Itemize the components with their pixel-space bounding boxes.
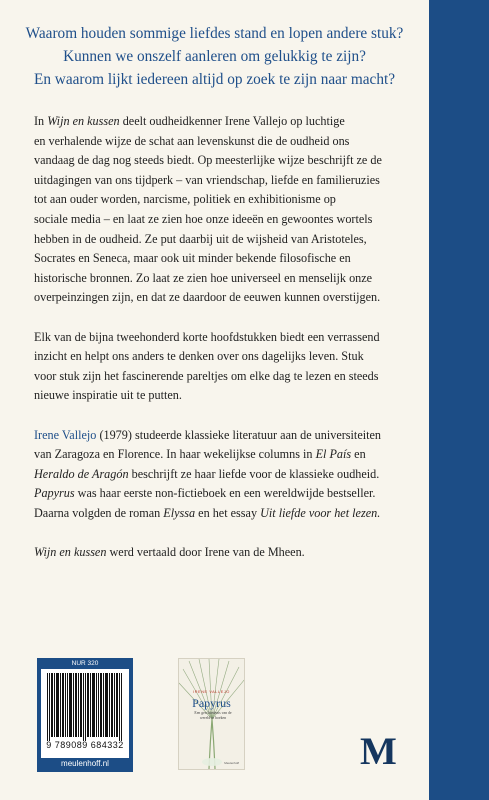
question-1: Waarom houden sommige liefdes stand en lopen andere stuk? bbox=[25, 25, 404, 42]
book-title-italic: Wijn en kussen bbox=[47, 114, 120, 128]
author-name: Irene Vallejo bbox=[34, 427, 97, 442]
question-2: Kunnen we onszelf aanleren om gelukkig te zijn? bbox=[63, 48, 366, 65]
paragraph-author-bio: Irene Vallejo (1979) studeerde klassieke literatuur aan de universiteiten van Zaragoza en Florence. In haar wekelijkse columns in El País en Heraldo de Aragón beschrijft ze haar liefde voor de klassieke oudheid. Papyrus was haar eerste non-fictieboek en een wereldwijde bestseller. Daarna volgden de roman Elyssa en het essay Uit liefde voor het lezen. bbox=[34, 427, 381, 520]
nur-code: NUR 320 bbox=[71, 660, 99, 667]
mini-cover-title: Papyrus bbox=[192, 696, 231, 710]
barcode-icon bbox=[47, 673, 123, 741]
isbn-number: 9 789089 684332 bbox=[46, 740, 124, 750]
spine-edge bbox=[429, 0, 489, 800]
question-3: En waarom lijkt iedereen altijd op zoek te zijn naar macht? bbox=[33, 71, 396, 88]
tagline-questions bbox=[0, 22, 429, 91]
mini-cover-subtitle: Een geschiedenis van de wereld in boeken bbox=[194, 711, 232, 720]
paragraph-chapters: Elk van de bijna tweehonderd korte hoofdstukken biedt een verrassend inzicht en helpt ons anders te denken over ons dagelijks leven. Stuk voor stuk zijn het fascinerende pareltjes om elke dag te lezen en steeds nieuwe inspiratie uit te putten. bbox=[34, 329, 380, 403]
papyrus-book-cover bbox=[178, 658, 245, 770]
mini-cover-author: IRENE VALLEJO bbox=[193, 690, 230, 694]
blurb bbox=[34, 112, 406, 582]
paragraph-translation: Wijn en kussen werd vertaald door Irene van de Mheen. bbox=[34, 545, 305, 560]
paragraph-intro: In Wijn en kussen deelt oudheidkenner Irene Vallejo op luchtige en verhalende wijze de schat aan levenskunst die de oudheid ons vandaag de dag nog steeds biedt. Op meesterlijke wijze beschrijft ze de uitdagingen van ons tijdperk – van vriendschap, liefde en familieruzies tot aan ouder worden, narcisme, politiek en exhibitionisme op sociale media – en laat ze zien hoe onze ideeën en gewoontes wortels hebben in de oudheid. Ze put daarbij uit de wijsheid van Aristoteles, Socrates en Seneca, maar ook uit minder bekende filosofische en historische bronnen. Zo laat ze zien hoe universeel en menselijk onze overpeinzingen zijn, en dat ze daardoor de eeuwen kunnen overstijgen. bbox=[34, 114, 382, 305]
meulenhoff-logo: M bbox=[360, 730, 397, 773]
mini-cover-publisher: Meulenhoff bbox=[224, 761, 239, 765]
barcode-area bbox=[41, 669, 129, 758]
barcode-block bbox=[37, 658, 133, 772]
publisher-website: meulenhoff.nl bbox=[61, 759, 109, 768]
